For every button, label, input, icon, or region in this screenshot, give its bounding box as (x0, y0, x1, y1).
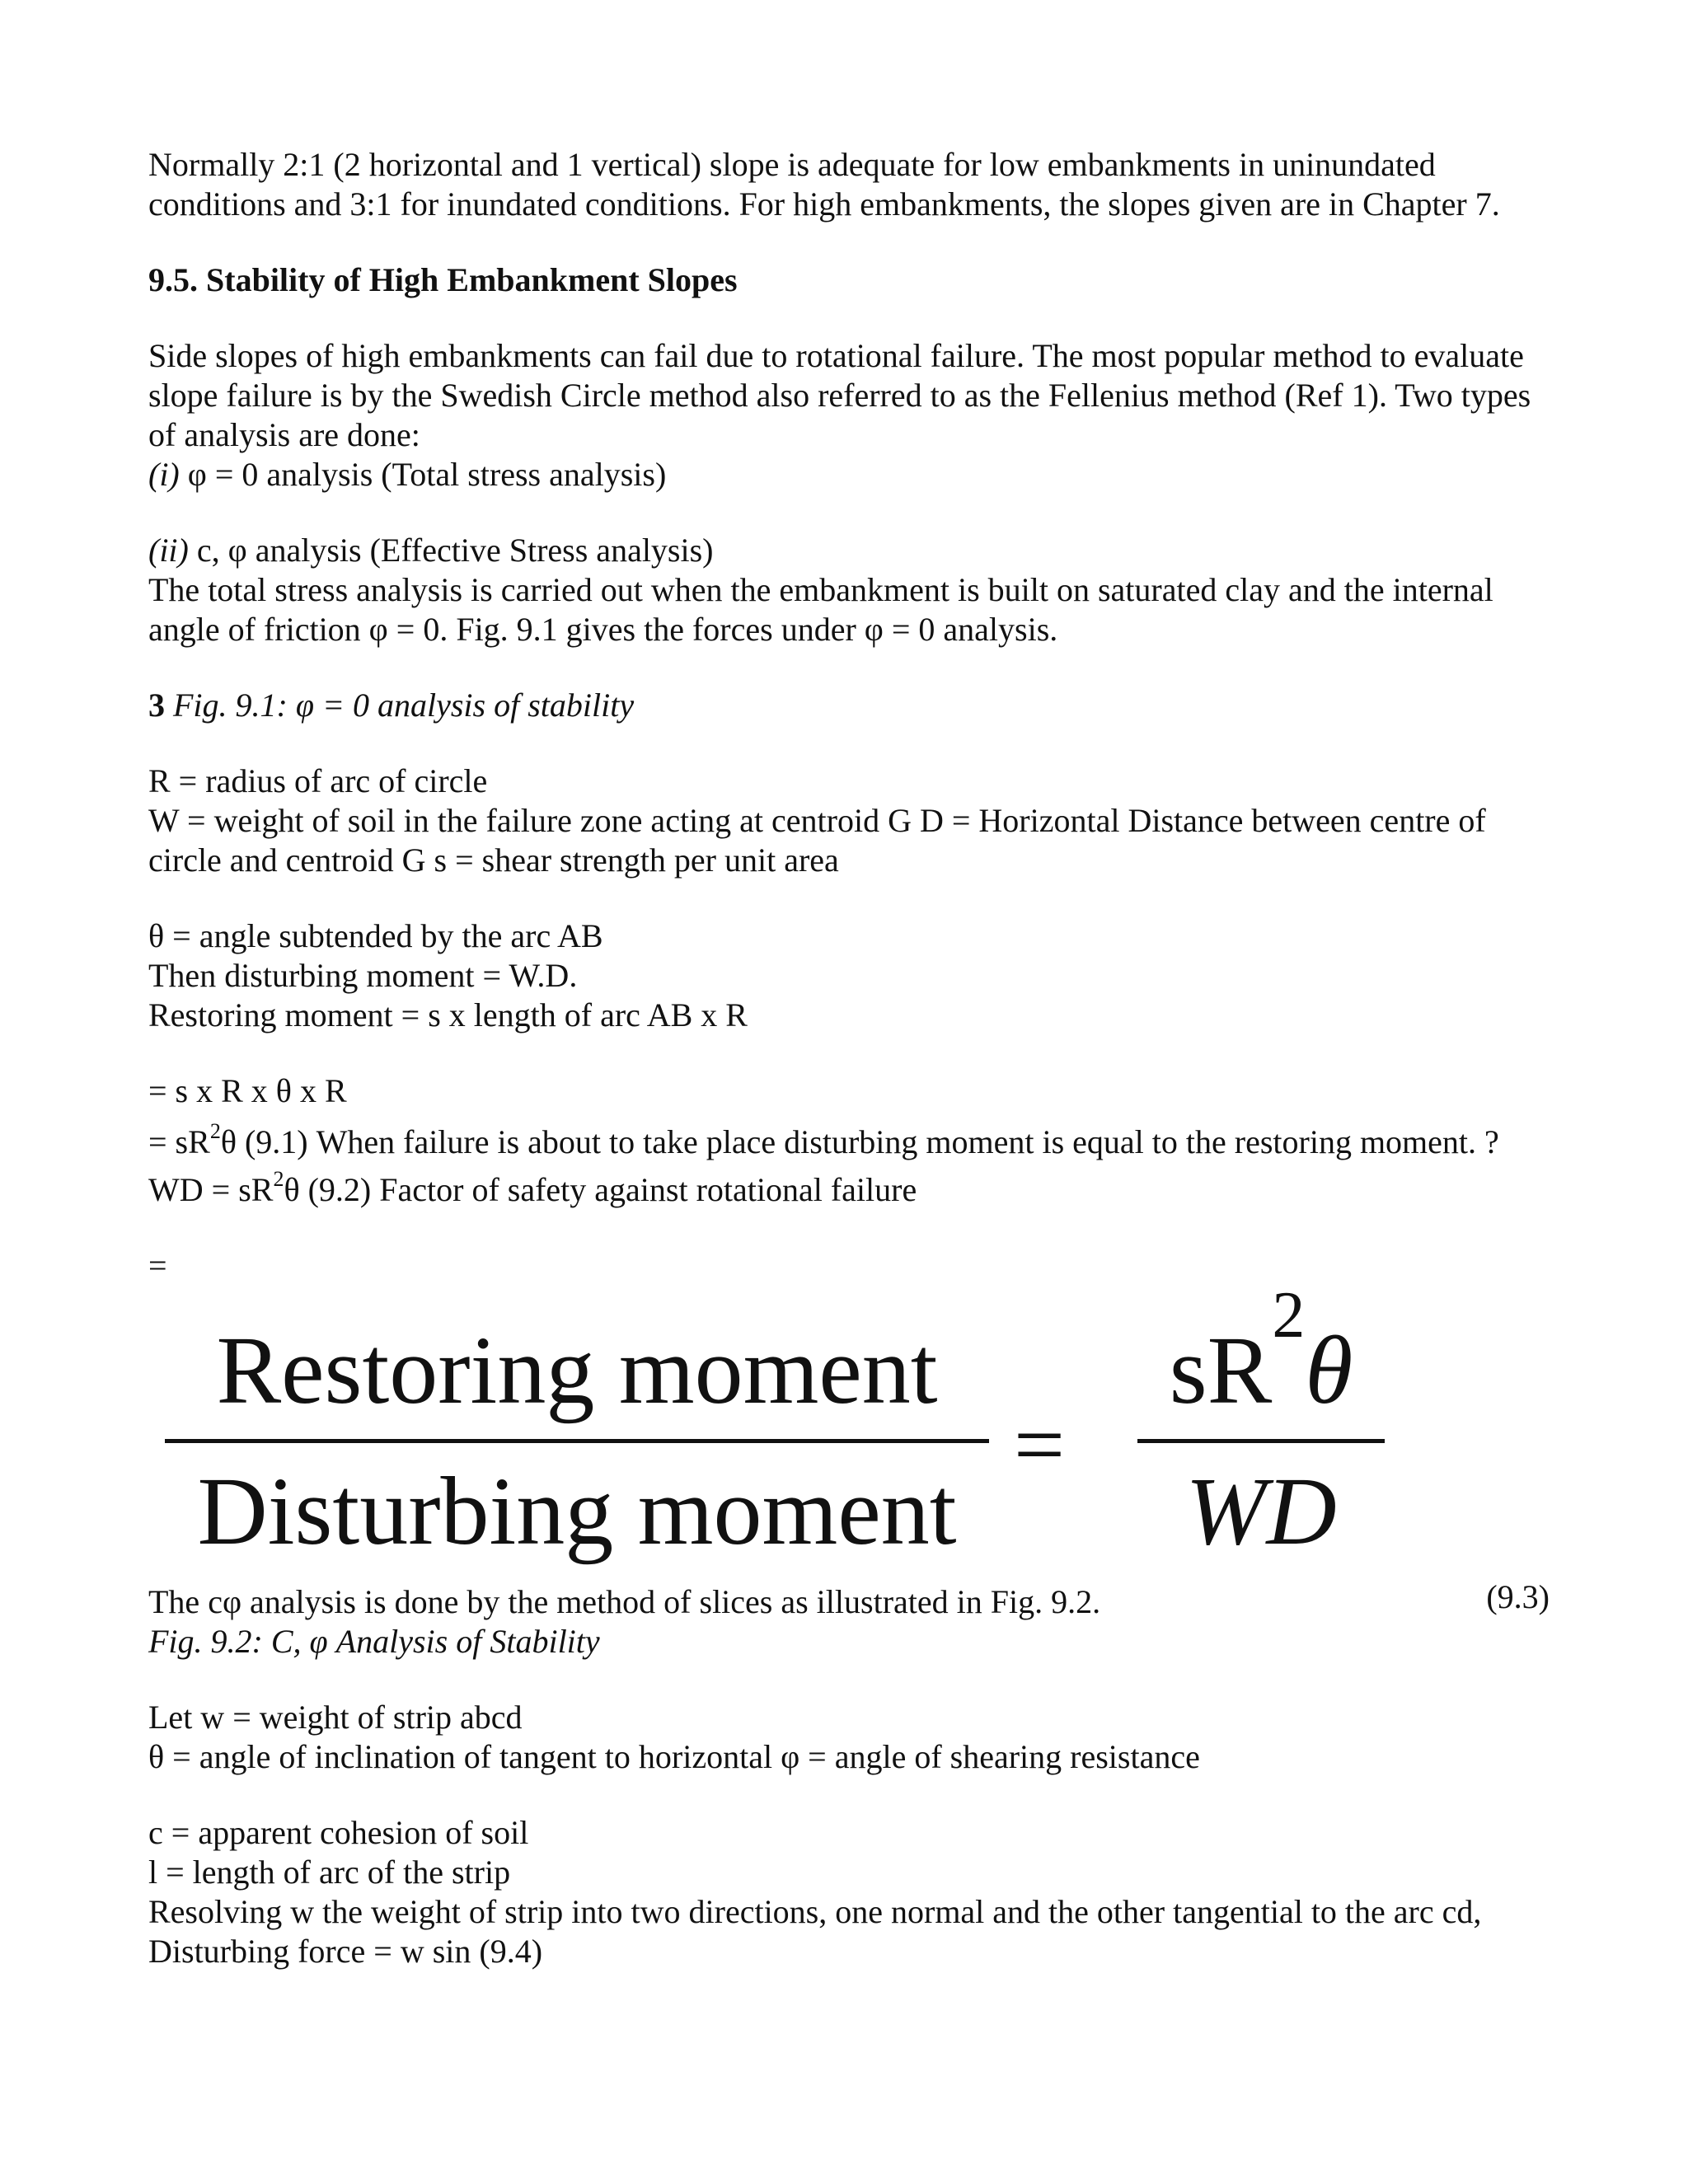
item-label: (i) (148, 456, 180, 493)
fraction-bar (1137, 1439, 1385, 1443)
superscript: 2 (1272, 1278, 1306, 1352)
equations-paragraph (148, 1071, 1550, 1210)
moment-fraction (165, 1302, 989, 1565)
eq-part: sR (1169, 1316, 1273, 1424)
resolving-paragraph (148, 1813, 1550, 1971)
fraction-numerator (1137, 1278, 1385, 1424)
fraction-denominator: WD (1185, 1457, 1337, 1565)
text-line: Resolving w the weight of strip into two directions, one normal and the other tangential to the arc cd, (148, 1893, 1482, 1930)
item-label: (ii) (148, 532, 189, 569)
eq-part: θ (9.2) Factor of safety against rotational failure (284, 1171, 917, 1208)
section-heading: 9.5. Stability of High Embankment Slopes (148, 261, 738, 298)
equation-number: (9.3) (1486, 1578, 1550, 1615)
symbolic-fraction (1137, 1278, 1385, 1565)
text-line: Normally 2:1 (2 horizontal and 1 vertical) slope is adequate for low embankments in uninundated (148, 146, 1436, 183)
superscript: 2 (209, 1118, 221, 1143)
superscript: 2 (273, 1166, 284, 1191)
strip-definitions-paragraph (148, 1698, 1550, 1777)
text-line: The total stress analysis is carried out when the embankment is built on saturated clay and the internal (148, 571, 1493, 608)
text-line: Restoring moment = s x length of arc AB x R (148, 996, 748, 1033)
text-line: The cφ analysis is done by the method of slices as illustrated in Fig. 9.2. (148, 1583, 1101, 1620)
text-line: conditions and 3:1 for inundated conditions. For high embankments, the slopes given are in Chapter 7. (148, 185, 1500, 223)
analysis-types-paragraph (148, 531, 1550, 649)
equals-sign: = (1014, 1394, 1066, 1495)
equals-line (148, 1246, 1550, 1286)
definitions-paragraph (148, 762, 1550, 880)
text-line: W = weight of soil in the failure zone acting at centroid G D = Horizontal Distance between centre of (148, 802, 1486, 839)
text-line: l = length of arc of the strip (148, 1854, 511, 1891)
eq-part: WD = sR (148, 1171, 274, 1208)
eq-part: θ (9.1) When failure is about to take place disturbing moment is equal to the restoring moment. ? (220, 1123, 1499, 1160)
figure-caption: Fig. 9.2: C, φ Analysis of Stability (148, 1623, 600, 1660)
eq-part: = sR (148, 1123, 210, 1160)
text-line: θ = angle subtended by the arc AB (148, 917, 603, 954)
fraction-bar (165, 1439, 989, 1443)
fraction-numerator: Restoring moment (216, 1316, 938, 1424)
analysis-item-1 (148, 455, 1550, 494)
method-of-slices-paragraph (148, 1582, 1550, 1661)
text-line: c = apparent cohesion of soil (148, 1814, 529, 1851)
rotational-failure-paragraph (148, 336, 1550, 494)
text-line: R = radius of arc of circle (148, 762, 488, 799)
intro-paragraph (148, 145, 1550, 224)
text-line: θ = angle of inclination of tangent to horizontal φ = angle of shearing resistance (148, 1738, 1200, 1775)
figure-caption-9-1 (148, 686, 1550, 725)
text-line: Then disturbing moment = W.D. (148, 957, 578, 994)
figure-number: 3 (148, 687, 165, 724)
text-line: of analysis are done: (148, 416, 420, 453)
fraction-denominator: Disturbing moment (197, 1457, 957, 1565)
text-line: Side slopes of high embankments can fail due to rotational failure. The most popular method to evaluate (148, 337, 1524, 374)
figure-caption: Fig. 9.1: φ = 0 analysis of stability (165, 687, 635, 724)
analysis-item-2 (148, 531, 1550, 570)
item-text: φ = 0 analysis (Total stress analysis) (179, 456, 667, 493)
equation-9-1-line (148, 1118, 1550, 1162)
text-line: Disturbing force = w sin (9.4) (148, 1933, 543, 1970)
text-line: Let w = weight of strip abcd (148, 1699, 523, 1736)
document-page (148, 145, 1550, 2008)
text-line: angle of friction φ = 0. Fig. 9.1 gives the forces under φ = 0 analysis. (148, 611, 1058, 648)
item-text: c, φ analysis (Effective Stress analysis) (188, 532, 714, 569)
text-line: = (148, 1247, 167, 1284)
moments-paragraph (148, 916, 1550, 1035)
equation-9-2-line (148, 1166, 1550, 1210)
text-line: slope failure is by the Swedish Circle method also referred to as the Fellenius method (Ref 1). Two types (148, 377, 1531, 414)
text-line: = s x R x θ x R (148, 1072, 347, 1109)
text-line: circle and centroid G s = shear strength per unit area (148, 841, 839, 879)
eq-part: θ (1305, 1316, 1353, 1424)
